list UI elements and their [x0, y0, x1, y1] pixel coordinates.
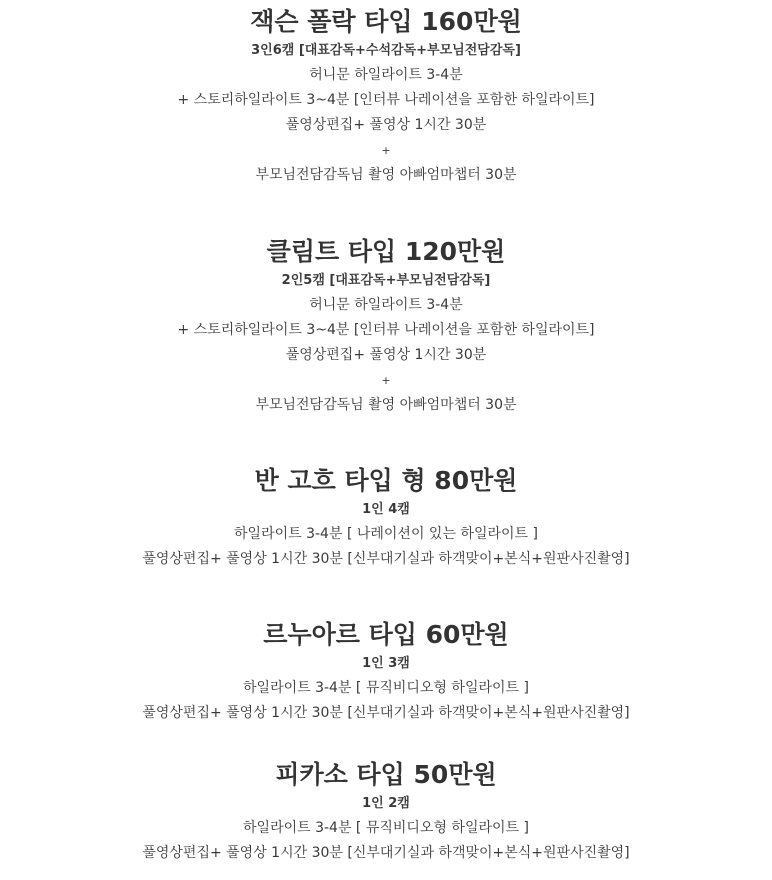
package-title: 르누아르 타입 60만원 — [263, 620, 509, 649]
package-plus: + — [381, 374, 391, 387]
package-jackson-pollock — [0, 6, 772, 188]
package-line: 부모님전담감독님 촬영 아빠엄마챕터 30분 — [255, 167, 517, 183]
package-line: 하일라이트 3-4분 [ 나레이션이 있는 하일라이트 ] — [234, 526, 538, 542]
package-line: 허니문 하일라이트 3-4분 — [309, 297, 463, 313]
package-title: 잭슨 폴락 타입 160만원 — [250, 7, 522, 36]
package-crew: 2인5캠 [대표감독+부모님전담감독] — [281, 273, 491, 288]
package-line: 풀영상편집+ 풀영상 1시간 30분 — [285, 347, 487, 363]
package-line: 하일라이트 3-4분 [ 뮤직비디오형 하일라이트 ] — [243, 680, 529, 696]
package-line: + 스토리하일라이트 3~4분 [인터뷰 나레이션을 포함한 하일라이트] — [177, 92, 595, 108]
package-line: 부모님전담감독님 촬영 아빠엄마챕터 30분 — [255, 397, 517, 413]
package-title: 반 고흐 타입 형 80만원 — [254, 466, 518, 495]
package-crew: 3인6캠 [대표감독+수석감독+부모님전담감독] — [251, 43, 521, 58]
package-line: 허니문 하일라이트 3-4분 — [309, 67, 463, 83]
package-plus: + — [381, 144, 391, 157]
package-line: 하일라이트 3-4분 [ 뮤직비디오형 하일라이트 ] — [243, 820, 529, 836]
package-line: 풀영상편집+ 풀영상 1시간 30분 [신부대기실과 하객맞이+본식+원판사진촬영] — [142, 845, 630, 861]
package-title: 피카소 타입 50만원 — [275, 760, 497, 789]
package-line: 풀영상편집+ 풀영상 1시간 30분 [신부대기실과 하객맞이+본식+원판사진촬영] — [142, 551, 630, 567]
package-line: 풀영상편집+ 풀영상 1시간 30분 [신부대기실과 하객맞이+본식+원판사진촬영] — [142, 705, 630, 721]
package-crew: 1인 4캠 — [362, 502, 410, 517]
package-crew: 1인 3캠 — [362, 656, 410, 671]
package-van-gogh — [0, 465, 772, 572]
package-renoir — [0, 619, 772, 726]
package-picasso — [0, 759, 772, 866]
package-title: 클림트 타입 120만원 — [266, 237, 506, 266]
package-klimt — [0, 236, 772, 418]
package-line: + 스토리하일라이트 3~4분 [인터뷰 나레이션을 포함한 하일라이트] — [177, 322, 595, 338]
package-line: 풀영상편집+ 풀영상 1시간 30분 — [285, 117, 487, 133]
package-crew: 1인 2캠 — [362, 796, 410, 811]
